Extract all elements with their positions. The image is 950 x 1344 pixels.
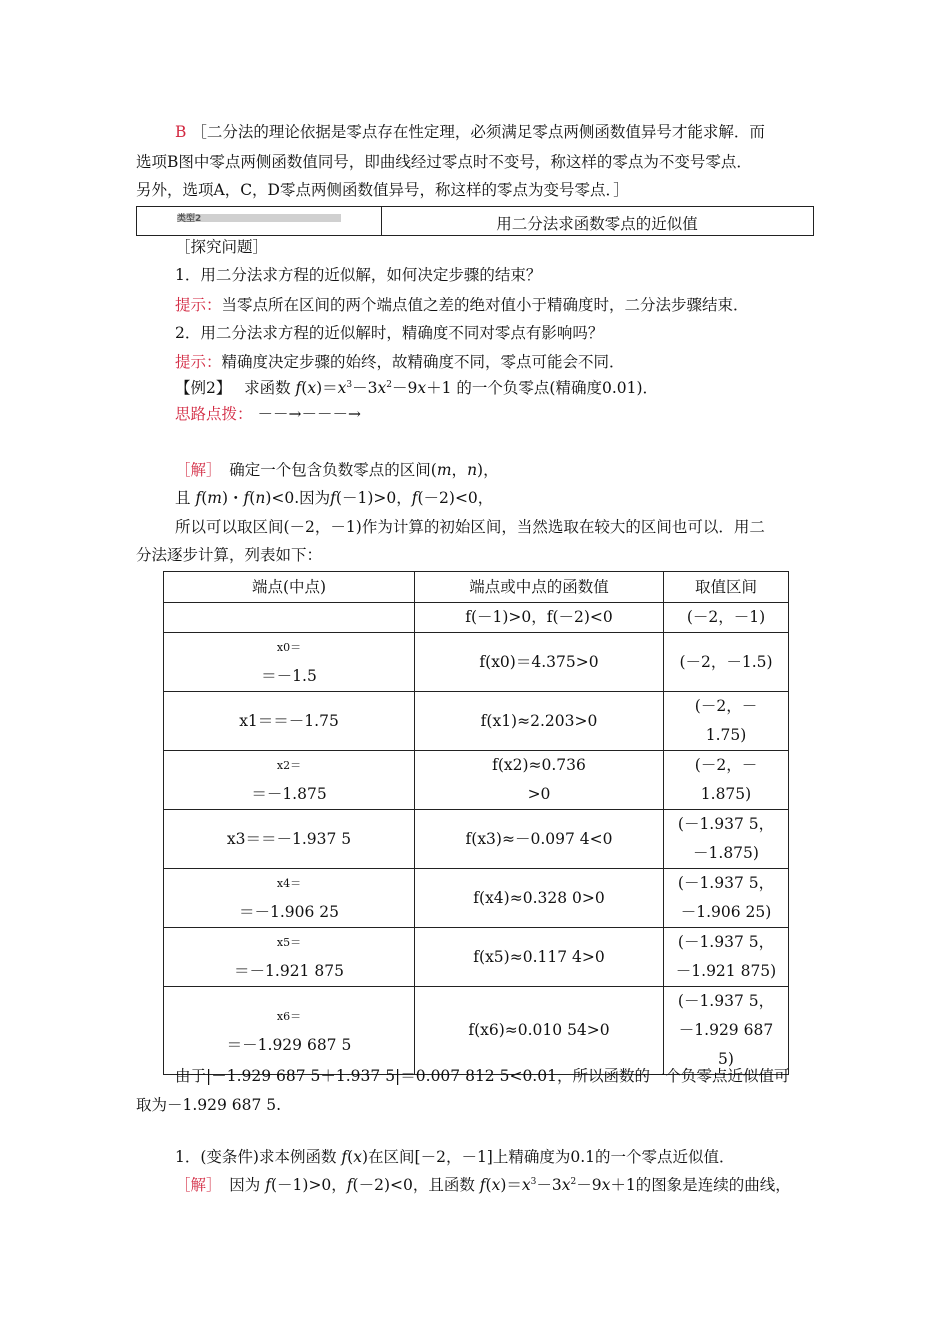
table-row bbox=[164, 810, 789, 869]
variant-solution-label: ［解］ bbox=[175, 1176, 214, 1194]
cell-interval bbox=[664, 633, 789, 692]
cell-line: f(x2)≈0.736 bbox=[492, 756, 586, 774]
table-row bbox=[164, 928, 789, 987]
section-banner bbox=[136, 206, 814, 236]
cell-line: f(x0)＝4.375>0 bbox=[479, 652, 599, 671]
hint-label-2: 提示： bbox=[175, 353, 222, 371]
cell-line: －1.929 687 bbox=[678, 1021, 774, 1039]
banner-tag-bar bbox=[177, 214, 341, 222]
think-line bbox=[175, 407, 361, 423]
solution-line-1: ［解］ 确定一个包含负数零点的区间(m，n)， bbox=[175, 461, 499, 479]
cell-line: f(x6)≈0.010 54>0 bbox=[468, 1021, 610, 1039]
arrow-chain: －－→－－－→ bbox=[257, 405, 361, 423]
answer-letter: B bbox=[175, 123, 187, 141]
banner-tag: 类型2 bbox=[177, 214, 202, 224]
cell-function-value bbox=[415, 928, 664, 987]
think-label: 思路点拨： bbox=[175, 405, 253, 423]
bisection-table bbox=[163, 571, 789, 1075]
cell-endpoint bbox=[164, 928, 415, 987]
solution-line-4: 分法逐步计算，列表如下： bbox=[136, 546, 323, 564]
cell-endpoint bbox=[164, 603, 415, 633]
cell-interval bbox=[664, 987, 789, 1075]
cell-function-value bbox=[415, 869, 664, 928]
cell-line: 1.875) bbox=[700, 785, 752, 803]
variant-solution-line: ［解］ 因为 f(－1)>0，f(－2)<0，且函数 $f(x)=x^3-3x^2-9x+1$的图象是连续的曲线， bbox=[175, 1176, 791, 1194]
solution-line-3: 所以可以取区间(－2，－1)作为计算的初始区间，当然选取在较大的区间也可以．用二 bbox=[175, 518, 765, 536]
solution-label: ［解］ bbox=[175, 461, 214, 479]
cell-line: f(x4)≈0.328 0>0 bbox=[473, 888, 605, 907]
cell-function-value bbox=[415, 633, 664, 692]
cell-function-value bbox=[415, 751, 664, 810]
cell-line: (－1.937 5， bbox=[677, 874, 775, 892]
cell-line: x3＝＝－1.937 5 bbox=[226, 829, 352, 848]
header-endpoint: 端点(中点) bbox=[164, 572, 415, 603]
cell-line: ＝－1.929 687 5 bbox=[226, 1035, 352, 1054]
header-function-value: 端点或中点的函数值 bbox=[415, 572, 664, 603]
cell-line: ＝－1.5 bbox=[261, 667, 317, 685]
cell-line: x1＝＝－1.75 bbox=[239, 711, 339, 730]
example-statement: 【例2】 求函数 $f(x)=x^3-3x^2-9x+1$ 的一个负零点(精确度0.01)． bbox=[175, 379, 659, 397]
cell-line: －1.906 25) bbox=[680, 903, 772, 921]
intro-line-1: B ［二分法的理论依据是零点存在性定理，必须满足零点两侧函数值异号才能求解．而 bbox=[175, 123, 765, 141]
cell-line: 5) bbox=[718, 1050, 734, 1068]
intro-line-2: 选项B图中零点两侧函数值同号，即曲线经过零点时不变号，称这样的零点为不变号零点． bbox=[136, 153, 752, 171]
cell-endpoint bbox=[164, 751, 415, 810]
conclusion-line-2: 取为－1.929 687 5. bbox=[136, 1096, 282, 1114]
answer-2: 提示：精确度决定步骤的始终，故精确度不同，零点可能会不同． bbox=[175, 353, 625, 371]
cell-line: ＝－1.921 875 bbox=[234, 962, 344, 980]
table-row bbox=[164, 633, 789, 692]
cell-endpoint bbox=[164, 633, 415, 692]
cell-function-value bbox=[415, 603, 664, 633]
cell-interval bbox=[664, 603, 789, 633]
cell-interval bbox=[664, 692, 789, 751]
cell-line: －1.875) bbox=[693, 844, 759, 862]
header-interval: 取值区间 bbox=[664, 572, 789, 603]
cell-line: f(x3)≈－0.097 4<0 bbox=[465, 829, 613, 848]
cell-interval bbox=[664, 869, 789, 928]
cell-line: f(x1)≈2.203>0 bbox=[480, 711, 598, 730]
cell-endpoint bbox=[164, 810, 415, 869]
cell-interval bbox=[664, 810, 789, 869]
cell-line: (－2，－ bbox=[694, 697, 758, 715]
question-1: 1．用二分法求方程的近似解，如何决定步骤的结束？ bbox=[175, 266, 542, 284]
cell-line: f(x5)≈0.117 4>0 bbox=[473, 947, 605, 966]
cell-line: f(－1)>0，f(－2)<0 bbox=[465, 608, 613, 626]
conclusion-line-1: 由于|－1.929 687 5＋1.937 5|＝0.007 812 5<0.01，所以函数的一个负零点近似值可 bbox=[175, 1067, 790, 1085]
cell-line: 1.75) bbox=[705, 726, 747, 744]
cell-line: (－1.937 5， bbox=[677, 933, 775, 951]
cell-line: x5＝ bbox=[276, 936, 302, 949]
cell-endpoint bbox=[164, 692, 415, 751]
cell-interval bbox=[664, 751, 789, 810]
explore-heading: ［探究问题］ bbox=[175, 238, 269, 256]
cell-line: (－2，－ bbox=[694, 756, 758, 774]
intro-line-3: 另外，选项A，C，D零点两侧函数值异号，称这样的零点为变号零点．］ bbox=[136, 181, 629, 199]
cell-line: (－2，－1) bbox=[686, 608, 766, 626]
table-row bbox=[164, 751, 789, 810]
cell-function-value bbox=[415, 810, 664, 869]
table-header-row bbox=[164, 572, 789, 603]
cell-endpoint bbox=[164, 869, 415, 928]
cell-line: －1.921 875) bbox=[675, 962, 777, 980]
table-row bbox=[164, 987, 789, 1075]
cell-function-value bbox=[415, 987, 664, 1075]
cell-line: >0 bbox=[527, 785, 551, 803]
cell-endpoint bbox=[164, 987, 415, 1075]
example-label: 【例2】 bbox=[175, 379, 224, 397]
cell-function-value bbox=[415, 692, 664, 751]
hint-label: 提示： bbox=[175, 296, 222, 314]
answer-1: 提示：当零点所在区间的两个端点值之差的绝对值小于精确度时，二分法步骤结束． bbox=[175, 296, 749, 314]
cell-line: x6＝ bbox=[276, 1009, 302, 1023]
cell-line: (－1.937 5， bbox=[677, 992, 775, 1010]
cell-interval bbox=[664, 928, 789, 987]
solution-line-2: 且 f(m)・f(n)<0.因为f(－1)>0，f(－2)<0， bbox=[175, 489, 494, 507]
question-2: 2．用二分法求方程的近似解时，精确度不同对零点有影响吗？ bbox=[175, 324, 604, 342]
table-row bbox=[164, 869, 789, 928]
table-row bbox=[164, 603, 789, 633]
cell-line: (－1.937 5， bbox=[677, 815, 775, 833]
cell-line: x4＝ bbox=[276, 877, 302, 890]
table-row bbox=[164, 692, 789, 751]
banner-title: 用二分法求函数零点的近似值 bbox=[496, 215, 698, 233]
cell-line: (－2，－1.5) bbox=[679, 652, 773, 671]
cell-line: x0＝ bbox=[276, 641, 302, 654]
cell-line: ＝－1.906 25 bbox=[238, 903, 340, 921]
variant-question: 1．(变条件)求本例函数 f(x)在区间[－2，－1]上精确度为0.1的一个零点近似值． bbox=[175, 1148, 735, 1166]
cell-line: x2＝ bbox=[276, 759, 302, 772]
cell-line: ＝－1.875 bbox=[251, 785, 327, 803]
